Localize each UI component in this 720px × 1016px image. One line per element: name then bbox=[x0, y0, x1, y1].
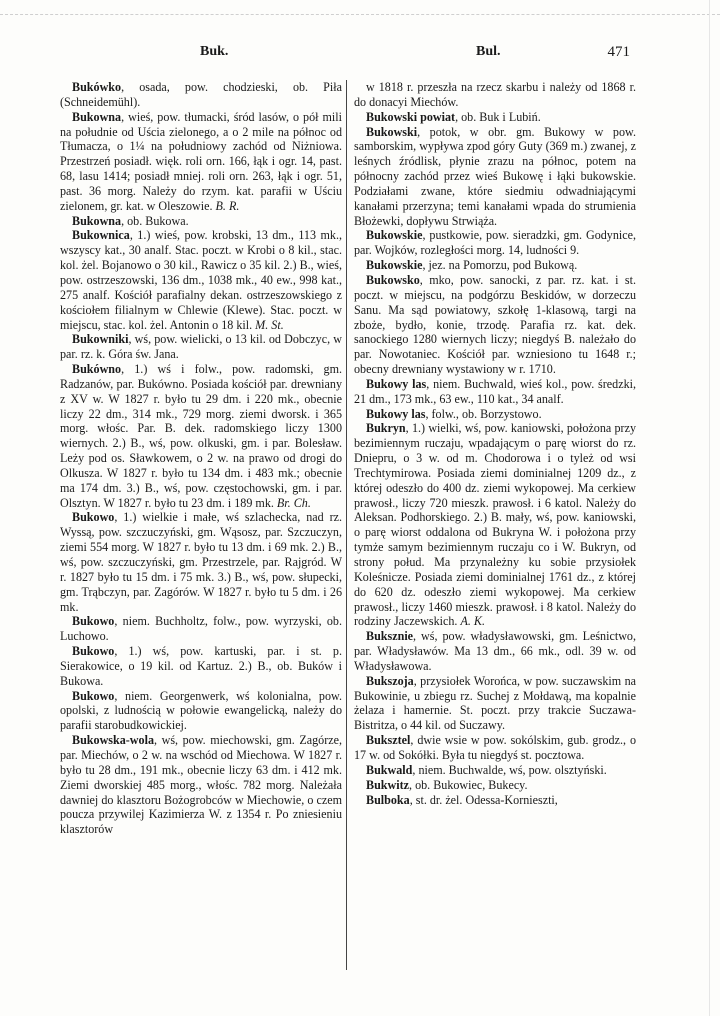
entry-headword: Bukowo bbox=[72, 688, 115, 703]
entry-text: , wieś, pow. tłumacki, śród lasów, o pół mili na południe od Uścia zielonego, a o 2 mile na północ od Tłumacza, o 1¼ na południowy zachód od Niżniowa. Przestrzeń posiadł. więk. roli orn. 166, łąk i ogr. 14, past. 68, lasu 1414; posiadł mniej. roli orn. 263, łąk i ogr. 51, past. 36 morg. Należy do rzym. kat. parafii w Uściu zielonem, gr. kat. w Oleszowie. bbox=[60, 109, 342, 213]
entry-headword: Bukówno bbox=[72, 362, 122, 377]
dictionary-entry bbox=[60, 362, 342, 510]
dictionary-entry bbox=[354, 80, 636, 110]
entry-headword: Bukowskie bbox=[366, 258, 423, 273]
entry-headword: Bukowsko bbox=[366, 272, 420, 287]
header-right-catchword: Bul. bbox=[476, 44, 501, 59]
dictionary-entry bbox=[354, 793, 636, 808]
entry-headword: Bukszoja bbox=[366, 673, 414, 688]
entry-headword: Bukowniki bbox=[72, 332, 129, 347]
entry-headword: Bukowna bbox=[72, 109, 122, 124]
entry-headword: Bukowy las bbox=[366, 376, 427, 391]
entry-text: , potok, w obr. gm. Bukowy w pow. samborskim, wypływa zpod góry Guty (369 m.) zwanej, z leśnych źródlisk, płynie zrazu na północ, potem na północny zachód przez wieś Bukowę i łąki bukowskie. Podziałami zwane, które siedmiu odwadniającymi kanałami przerzyna; temi kanałami wpada do strumienia Błożewki, dopływu Strwiąża. bbox=[354, 124, 636, 228]
entry-text: , mko, pow. sanocki, z par. rz. kat. i st. poczt. w miejscu, na podgórzu Beskidów, w dorzeczu Sanu. Ma sąd powiatowy, szkołę 1-klasową, targi na zboże, bydło, konie, trzodę. Parafia rz. kat. dek. sanockiego 1280 wiernych liczy; niegdyś B. należało do par. Nowotaniec. Kościół par. wzniesiono tu 1648 r.; obecny drewniany wystawiony w r. 1710. bbox=[354, 272, 636, 377]
entry-headword: Bukowskie bbox=[366, 228, 423, 243]
entry-text: , 1.) wielki, wś, pow. kaniowski, położona przy bezimiennym ruczaju, wpadającym o parę wiorst do rz. Dniepru, o 3 w. od m. Chodorowa i o tyleż od wsi Trechtymirowa. Posiada ziemi dominialnej 1209 dz., z której odeszło do 400 dz. ziemi wykopowej. Ma cerkiew prawosł., liczy 720 mieszk. prawosł. i 6 katol. Należy do Aleksan. Podhorskiego. 2.) B. mały, wś, pow. kaniowski, o parę wiorst oddalona od Bukryna W. i położona przy tymże samym bezimiennym ruczaju co i W. Bukryn, od strony połud. Ma przynależny ku sobie przysiołek Koleśnicze. Posiada ziemi dominialnej 1761 dz., z której do 620 dz. odeszło ziemi wykopowej. Ma cerkiew prawosł., liczy 1460 mieszk. prawosł. i 8 katol. Należy do rodziny Jaczewskich. bbox=[354, 421, 636, 629]
dictionary-entry bbox=[354, 258, 636, 273]
entry-text: , folw., ob. Borzystowo. bbox=[425, 406, 542, 421]
entry-author-signature: A. K. bbox=[460, 614, 485, 629]
entry-headword: Bukownica bbox=[72, 228, 130, 243]
entry-text: , 1.) wielkie i małe, wś szlachecka, nad rz. Wyssą, pow. szczuczyński, gm. Wąsosz, par. Szczuczyn, ziemi 554 morg. W 1827 r. było tu 13 dm. i 69 mk. 2.) B., wś, pow. szczuczyński, gm. Przestrzele, par. Rajgród. W r. 1827 było tu 15 dm. i 75 mk. 3.) B., wś, pow. słupecki, gm. Trąbczyn, par. Zagórów. W 1827 r. było tu 5 dm. i 26 mk. bbox=[60, 510, 342, 614]
entry-text: , wś, pow. miechowski, gm. Zagórze, par. Miechów, o 2 w. na wschód od Miechowa. W 1827 r. było tu 28 dm., 191 mk., obecnie liczy 63 dm. i 412 mk. Ziemi dworskiej 485 morg., włośc. 782 morg. Należała dawniej do klasztoru Bożogrobców w Miechowie, o czem poucza przywilej Kazimierza W. z 1354 r. Po zniesieniu klasztorów bbox=[60, 733, 342, 837]
entry-author-signature: B. R. bbox=[215, 198, 240, 213]
entry-headword: Bukowski bbox=[366, 124, 418, 139]
entry-text: , jez. na Pomorzu, pod Bukową. bbox=[422, 258, 578, 273]
entry-text: , niem. Buchwald, wieś kol., pow. średzki, 21 dm., 173 mk., 63 ew., 110 kat., 34 analf. bbox=[354, 376, 636, 406]
entry-text: , st. dr. żel. Odessa-Kornieszti, bbox=[409, 792, 558, 807]
running-header bbox=[60, 44, 630, 64]
dictionary-entry bbox=[354, 273, 636, 377]
entry-headword: Buksztel bbox=[366, 733, 411, 748]
entry-author-signature: M. St. bbox=[255, 317, 284, 332]
dictionary-entry bbox=[354, 733, 636, 763]
dictionary-entry bbox=[354, 778, 636, 793]
entry-text: , przysiołek Worońca, w pow. suczawskim na Bukowinie, u zbiegu rz. Suchej z Mołdawą, ma kopalnie żelaza i hamernie. St. poczt. przy trakcie Suczawa-Bistritza, o 44 kil. od Suczawy. bbox=[354, 673, 636, 733]
entry-text: , niem. Buchholtz, folw., pow. wyrzyski, ob. Luchowo. bbox=[60, 614, 342, 644]
entry-headword: Bulboka bbox=[366, 792, 410, 807]
entry-headword: Bukówko bbox=[72, 80, 122, 94]
dictionary-entry bbox=[60, 644, 342, 689]
entry-text: , ob. Buk i Lubiń. bbox=[455, 109, 541, 124]
entry-headword: Bukowo bbox=[72, 614, 115, 629]
entry-headword: Bukowska-wola bbox=[72, 733, 154, 748]
dictionary-entry bbox=[354, 110, 636, 125]
column-divider bbox=[346, 80, 347, 970]
dictionary-entry bbox=[60, 510, 342, 614]
entry-text: w 1818 r. przeszła na rzecz skarbu i należy od 1868 r. do donacyi Miechów. bbox=[354, 80, 636, 109]
scan-right-edge bbox=[709, 0, 710, 1016]
entry-headword: Bukowski powiat bbox=[366, 109, 456, 124]
dictionary-entry bbox=[60, 228, 342, 332]
entry-headword: Bukowna bbox=[72, 213, 122, 228]
right-column bbox=[354, 80, 636, 1000]
entry-headword: Bukowo bbox=[72, 510, 115, 525]
entry-headword: Bukowy las bbox=[366, 406, 426, 421]
entry-text: , 1.) wś, pow. kartuski, par. i st. p. Sierakowice, o 19 kil. od Kartuz. 2.) B., ob. Buków i Bukowa. bbox=[60, 644, 342, 688]
entry-headword: Buksznie bbox=[366, 629, 414, 644]
dictionary-entry bbox=[354, 377, 636, 407]
dictionary-entry bbox=[60, 80, 342, 110]
dictionary-entry bbox=[60, 214, 342, 229]
dictionary-entry bbox=[60, 733, 342, 837]
entry-text: , dwie wsie w pow. sokólskim, gub. grodz., o 17 w. od Sokółki. Była tu niegdyś st. pocztowa. bbox=[354, 733, 636, 762]
entry-text: , 1.) wś i folw., pow. radomski, gm. Radzanów, par. Bukówno. Posiada kościół par. drewniany z XV w. W 1827 r. było tu 29 dm. i 220 mk., obecnie liczy 22 dm., 314 mk., 729 morg. ziemi dworsk. i 365 morg. włośc. Par. B. dek. radomskiego liczy 1300 wiernych. 2.) B., wś, pow. olkuski, gm. i par. Bolesław. Leży pod os. Sławkowem, o 2 w. na prawo od drogi do Olkusza. W 1827 r. było tu 134 dm. i 483 mk.; obecnie ma 174 dm. 3.) B., wś, pow. częstochowski, gm. i par. Olsztyn. W 1827 r. było tu 23 dm. i 189 mk. bbox=[60, 362, 342, 510]
header-left-catchword: Buk. bbox=[200, 44, 229, 59]
entry-text: , osada, pow. chodzieski, ob. Piła (Schneidemühl). bbox=[60, 80, 342, 109]
entry-text: , niem. Buchwalde, wś, pow. olsztyński. bbox=[412, 762, 607, 777]
scan-top-edge bbox=[0, 14, 720, 15]
page-number: 471 bbox=[607, 44, 630, 60]
dictionary-entry bbox=[60, 689, 342, 734]
dictionary-entry bbox=[354, 421, 636, 629]
dictionary-entry bbox=[60, 332, 342, 362]
left-column bbox=[60, 80, 342, 1000]
entry-text: , wś, pow. wielicki, o 13 kil. od Dobczyc, w par. rz. k. Góra św. Jana. bbox=[60, 332, 342, 362]
entry-text: , ob. Bukowiec, Bukecy. bbox=[409, 777, 528, 792]
dictionary-entry bbox=[354, 674, 636, 733]
entry-text: , wś, pow. władysławowski, gm. Leśnictwo, par. Władysławów. Ma 13 dm., 66 mk., odl. 39 w. od Władysławowa. bbox=[354, 629, 636, 673]
dictionary-entry bbox=[354, 763, 636, 778]
dictionary-entry bbox=[60, 110, 342, 214]
dictionary-entry bbox=[354, 125, 636, 229]
entry-text: , ob. Bukowa. bbox=[121, 213, 189, 228]
entry-author-signature: Br. Ch. bbox=[276, 495, 311, 510]
dictionary-entry bbox=[354, 407, 636, 422]
entry-text: , pustkowie, pow. sieradzki, gm. Godynice, par. Wojków, rozległości morg. 14, ludności 9. bbox=[354, 228, 636, 258]
entry-text: , 1.) wieś, pow. krobski, 13 dm., 113 mk., wszyscy kat., 30 analf. Stac. poczt. w Krobi o 8 kil., stac. kol. żel. Bojanowo o 30 kil., Rawicz o 35 kil. 2.) B., wieś, pow. ostrzeszowski, 136 dm., 1038 mk., 40 ew., 998 kat., 275 analf. Kościół parafialny dekan. ostrzeszowskiego z kościołem filialnym w Chlewie (Klewe). Stac. poczt. w miejscu, stac. kol. żel. Antonin o 18 kil. bbox=[60, 228, 342, 332]
entry-headword: Bukowo bbox=[72, 644, 115, 659]
dictionary-entry bbox=[60, 614, 342, 644]
entry-headword: Bukwald bbox=[366, 762, 413, 777]
entry-headword: Bukryn bbox=[366, 421, 406, 436]
text-columns bbox=[60, 80, 636, 1000]
entry-text: , niem. Georgenwerk, wś kolonialna, pow. opolski, z ludnością w połowie ewangelicką, należy do parafii starobudkowickiej. bbox=[60, 688, 342, 733]
dictionary-entry bbox=[354, 228, 636, 258]
dictionary-entry bbox=[354, 629, 636, 674]
entry-headword: Bukwitz bbox=[366, 777, 410, 792]
